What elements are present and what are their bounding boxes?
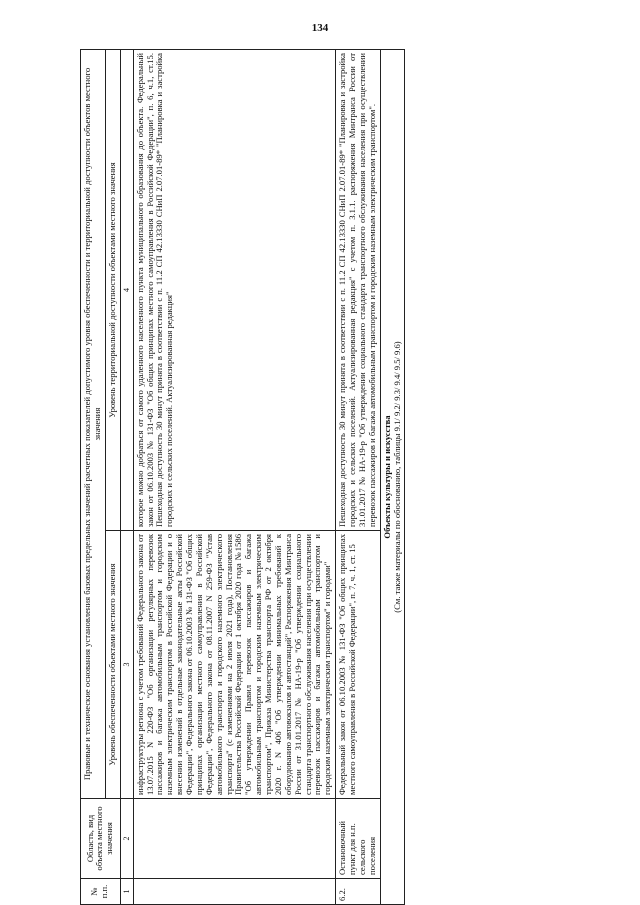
col-number-3: 3 <box>120 531 133 799</box>
row-object-name: Остановочный пункт для н.п. сельского поселения <box>336 799 381 879</box>
standards-table <box>80 49 405 905</box>
col-number-1: 1 <box>120 879 133 905</box>
rotated-table-container <box>80 50 540 905</box>
row-number <box>133 879 336 905</box>
section-note: (См. также материалы по обоснованию, таблицы 9.1/ 9.2/ 9.3/ 9.4/ 9.5/ 9.6) <box>391 341 402 613</box>
header-number: № п.п. <box>81 879 121 905</box>
row-access-text: Пешеходная доступность 30 минут принята в соответствии с п. 11.2 СП 42.13330 СНиП 2.07.01-89* "Планировка и застройка городских и сельских поселений. Актуализированная редакция" с учетом п. 3.1.1. распоряжения Минтранса России от 31.01.2017 № НА-19-р "Об утверждении социального стандарта транспортного обслуживания населения при осуществлении перевозок пассажиров и багажа автомобильным транспортом и городским наземным электрическим транспортом". <box>336 50 381 531</box>
row-provision-text: Федеральный закон от 06.10.2003 № 131-ФЗ "Об общих принципах местного самоуправления в Российской Федерации", п. 7, ч. 1, ст. 15 <box>336 531 381 799</box>
section-row <box>380 50 405 905</box>
header-access-level: Уровень территориальной доступности объектами местного значения <box>105 50 120 531</box>
row-object-name <box>133 799 336 879</box>
header-row-2 <box>105 50 120 905</box>
col-number-4: 4 <box>120 50 133 531</box>
header-group-basis: Правовые и технические основания установления базовых предельных значений расчетных показателей допустимого уровня обеспеченности и территориальной доступности объектов местного значения <box>81 50 106 799</box>
header-object-type: Область, вид объекта местного значения <box>81 799 121 879</box>
column-number-row <box>120 50 133 905</box>
header-provision-level: Уровень обеспеченности объектами местного значения <box>105 531 120 799</box>
section-title: Объекты культуры и искусства <box>381 415 392 539</box>
row-provision-text: инфраструктуры региона с учетом требований Федерального закона от 13.07.2015 N 220-ФЗ "Об организации регулярных перевозок пассажиров и багажа автомобильным транспортом и городским наземным электрическим транспортом в Российской Федерации и о внесении изменений в отдельные законодательные акты Российской Федерации", Федерального закона от 06.10.2003 № 131-ФЗ "Об общих принципах организации местного самоуправления в Российской Федерации", Федерального закона от 08.11.2007 N 259-ФЗ "Устав автомобильного транспорта и городского наземного электрического транспорта" (с изменениями на 2 июля 2021 года), Постановления Правительства Российской Федерации от 1 октября 2020 года №1586 "Об утверждении Правил перевозок пассажиров и багажа автомобильным транспортом и городским наземным электрическим транспортом", Приказа Министерства транспорта РФ от 2 октября 2020 г. N 406 "Об утверждении минимальных требований к оборудованию автовокзалов и автостанций", Распоряжения Минтранса России от 31.01.2017 № НА-19-р "Об утверждении социального стандарта транспортного обслуживания населения при осуществлении перевозок пассажиров и багажа автомобильным транспортом и городским наземным электрическим транспортом" и городами" <box>133 531 336 799</box>
row-number: 6.2. <box>336 879 381 905</box>
table-row <box>133 50 336 905</box>
row-access-text: которое можно добраться от самого удаленного населенного пункта муниципального образования до объекта. Федеральный закон от 06.10.2003 № 131-ФЗ "Об общих принципах местного самоуправления в Российской Федерации", п. 6, ч.1, ст.15. Пешеходная доступность 30 минут принята в соответствии с п. 11.2 СП 42.13330 СНиП 2.07.01-89* "Планировка и застройка городских и сельских поселений. Актуализированная редакция" <box>133 50 336 531</box>
table-row <box>336 50 381 905</box>
page-number: 134 <box>311 22 329 34</box>
section-cell <box>380 50 405 905</box>
col-number-2: 2 <box>120 799 133 879</box>
header-row-1 <box>81 50 106 905</box>
